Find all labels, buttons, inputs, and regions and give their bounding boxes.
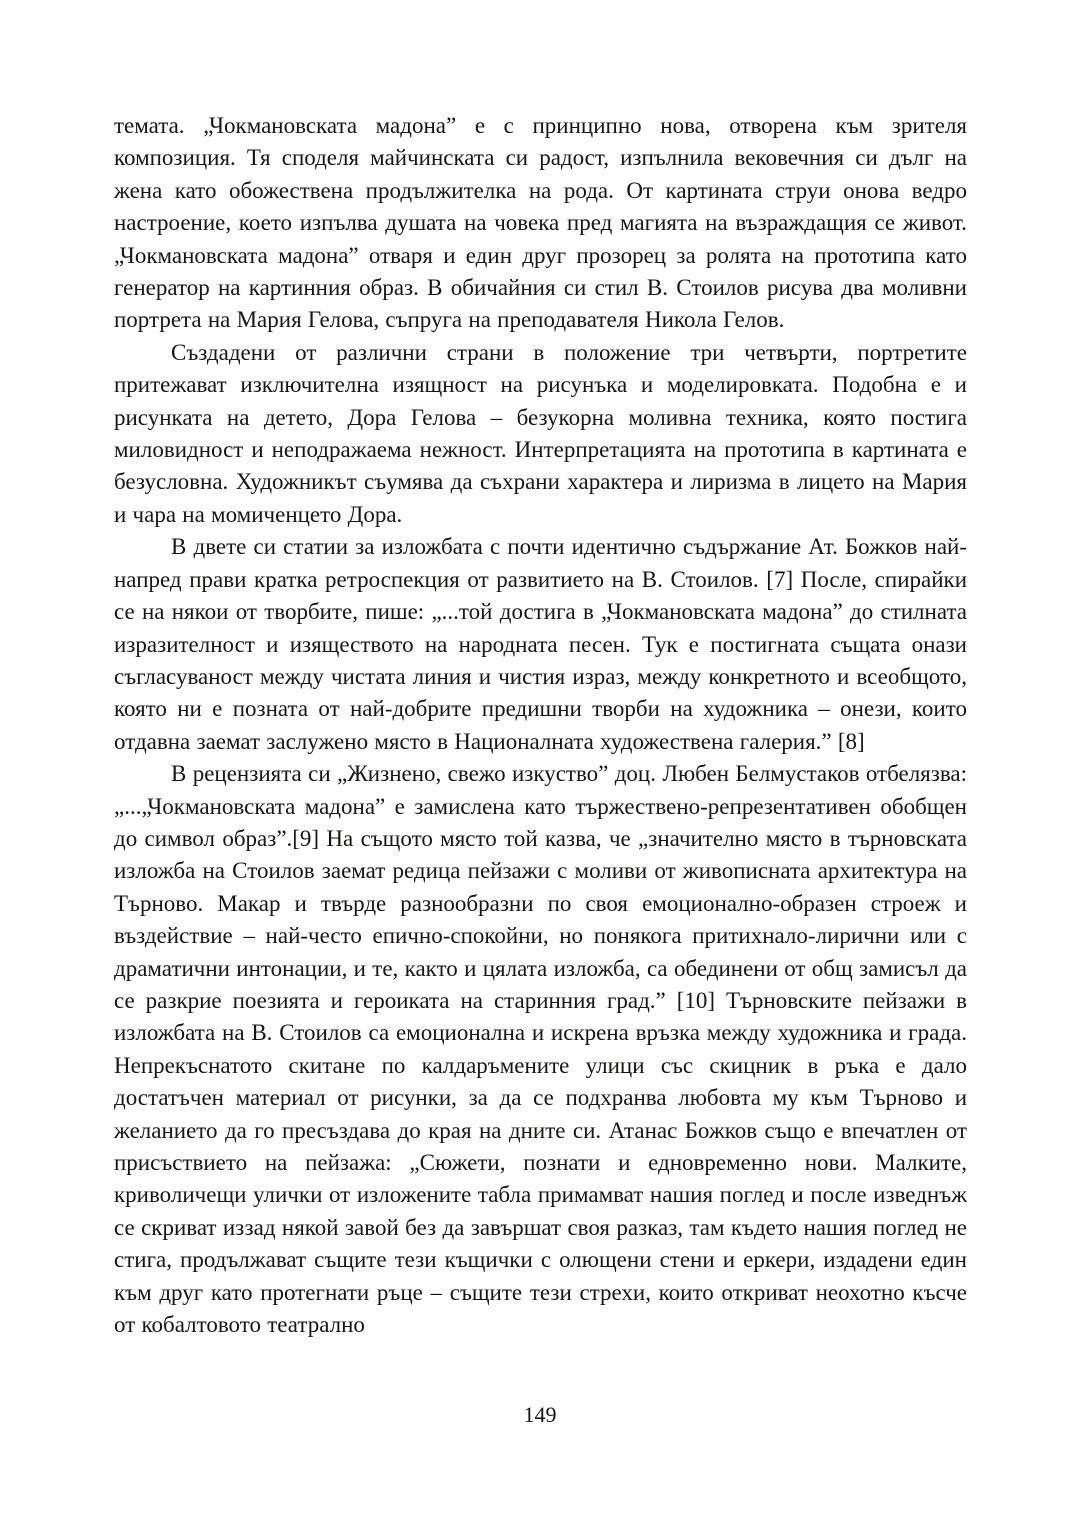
page-number: 149 bbox=[523, 1402, 557, 1427]
paragraph: темата. „Чокмановската мадона” е с принципно нова, отворена към зрителя композиция. Тя споделя майчинската си радост, изпълнила вековечния си дълг на жена като обожествена продължителка на рода. От картината струи онова ведро настроение, което изпълва душата на човека пред магията на възраждащия се живот. „Чокмановската мадона” отваря и един друг прозорец за ролята на прототипа като генератор на картинния образ. В обичайния си стил В. Стоилов рисува два моливни портрета на Мария Гелова, съпруга на преподавателя Никола Гелов. bbox=[114, 113, 967, 333]
text-block bbox=[114, 110, 967, 1341]
paragraph: В двете си статии за изложбата с почти идентично съдържание Ат. Божков най-напред прави кратка ретроспекция от развитието на В. Стоилов. [7] После, спирайки се на някои от творбите, пише: „...той достига в „Чокмановската мадона” до стилната изразителност и изяществото на народната песен. Тук е постигната същата онази съгласуваност между чистата линия и чистия израз, между конкретното и всеобщото, която ни е позната от най-добрите предишни творби на художника – онези, които отдавна заемат заслужено място в Националната художествена галерия.” [8] bbox=[114, 534, 967, 754]
paragraph: В рецензията си „Жизнено, свежо изкуство” доц. Любен Белмустаков отбелязва: „...„Чокмановската мадона” е замислена като тържествено-репрезентативен обобщен до символ образ”.[9] На същото място той казва, че „значително място в търновската изложба на Стоилов заемат редица пейзажи с моливи от живописната архитектура на Търново. Макар и твърде разнообразни по своя емоционално-образен строеж и въздействие – най-често епично-спокойни, но понякога притихнало-лирични или с драматични интонации, и те, както и цялата изложба, са обединени от общ замисъл да се разкрие поезията и героиката на старинния град.” [10] Търновските пейзажи в изложбата на В. Стоилов са емоционална и искрена връзка между художника и града. Непрекъснатото скитане по калдаръмените улици със скицник в ръка е дало достатъчен материал от рисунки, за да се подхранва любовта му към Търново и желанието да го пресъздава до края на дните си. Атанас Божков също е впечатлен от присъствието на пейзажа: „Сюжети, познати и едновременно нови. Малките, криволичещи улички от изложените табла примамват нашия поглед и после изведнъж се скриват иззад някой завой без да завършат своя разказ, там където нашия поглед не стига, продължават същите тези къщички с олющени стени и еркери, издадени един към друг като протегнати ръце – същите тези стрехи, които откриват неохотно късче от кобалтовото театрално bbox=[114, 761, 967, 1338]
paragraph: Създадени от различни страни в положение три четвърти, портретите притежават изключителна изящност на рисунъка и моделировката. Подобна е и рисунката на детето, Дора Гелова – безукорна моливна техника, която постига миловидност и неподражаема нежност. Интерпретацията на прототипа в картината е безусловна. Художникът съумява да съхрани характера и лиризма в лицето на Мария и чара на момиченцето Дора. bbox=[114, 339, 967, 527]
